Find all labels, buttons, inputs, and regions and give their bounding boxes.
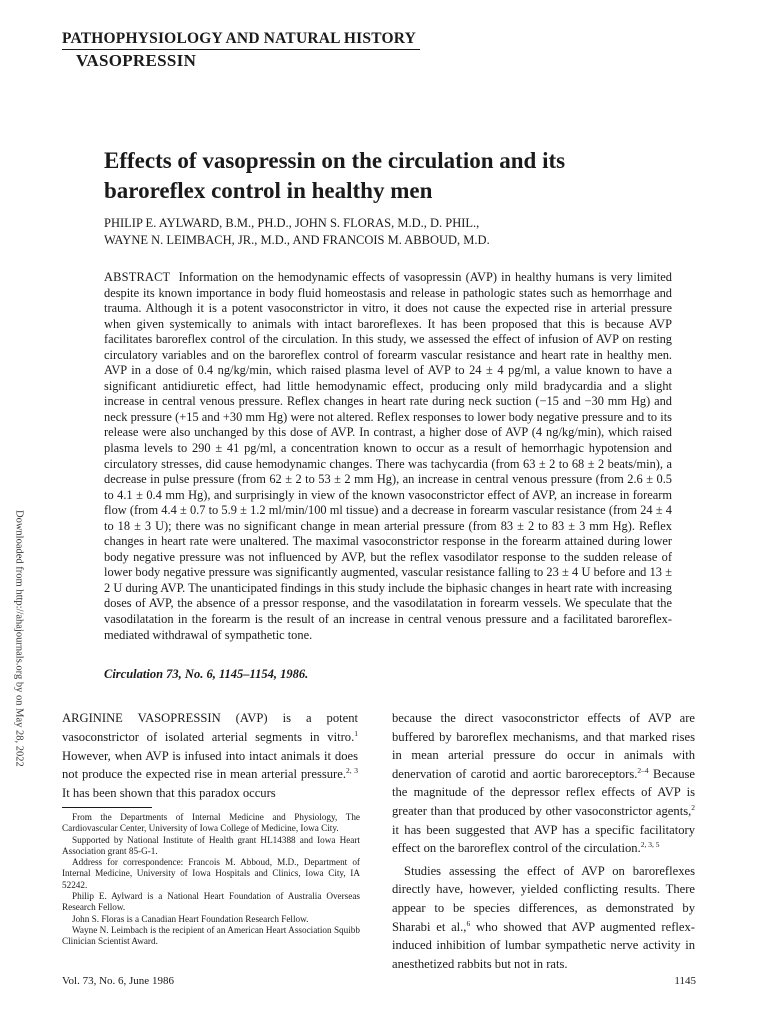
section-heading: PATHOPHYSIOLOGY AND NATURAL HISTORY [62, 30, 420, 50]
abstract-label: ABSTRACT [104, 270, 171, 284]
footnote-divider [62, 807, 152, 808]
body-paragraph [392, 709, 695, 858]
body-text: It has been shown that this paradox occurs [62, 786, 276, 801]
citation: Circulation 73, No. 6, 1145–1154, 1986. [104, 667, 309, 681]
authors-line-1: PHILIP E. AYLWARD, B.M., PH.D., JOHN S. FLORAS, M.D., D. PHIL., [104, 216, 480, 230]
abstract-text: Information on the hemodynamic effects of vasopressin (AVP) in healthy humans is very limited despite its known importance in body fluid homeostasis and release in pathologic states such as hemorrhage and trauma. Although it is a potent vasoconstrictor in vitro, it does not cause the expected rise in arterial pressure when given systemically to animals with intact baroreflexes. It has been proposed that this is because AVP facilitates baroreflex control of the circulation. In this study, we assessed the effect of infusion of AVP on resting circulatory variables and on the baroreflex control of forearm vascular resistance and heart rate in healthy men. AVP in a dose of 0.4 ng/kg/min, which raised plasma level of AVP to 24 ± 4 pg/ml, a value known to have a significant antidiuretic effect, had little hemodynamic effect, producing only mild bradycardia and a slight increase in central venous pressure. Reflex changes in heart rate during neck suction (−15 and −30 mm Hg) and neck pressure (+15 and +30 mm Hg) were not altered. Reflex responses to lower body negative pressure and to its release were also unchanged by this dose of AVP. In contrast, a higher dose of AVP (4 ng/kg/min), which raised plasma levels to 290 ± 41 pg/ml, a concentration known to occur as a result of hemorrhagic hypotension and circulatory stresses, did cause hemodynamic changes. There was tachycardia (from 63 ± 2 to 68 ± 2 beats/min), a decrease in pulse pressure (from 62 ± 2 to 53 ± 2 mm Hg), an increase in central venous pressure (from 2.6 ± 0.5 to 4.1 ± 0.4 mm Hg), and surprisingly in view of the known vasoconstrictor effect of AVP, an increase in forearm flow (from 4.4 ± 0.7 to 5.9 ± 1.2 ml/min/100 ml tissue) and a decrease in forearm vascular resistance (from 24 ± 4 to 18 ± 3 U); there was no significant change in mean arterial pressure (from 83 ± 2 to 83 ± 3 mm Hg). Reflex changes in heart rate were unaltered. The maximal vasoconstrictor response in the forearm attained during lower body negative pressure was not influenced by AVP, but the reflex vasodilator response to the sudden release of lower body negative pressure was significantly augmented, vascular resistance falling to 23 ± 4 U before and 13 ± 2 U during AVP. The unanticipated findings in this study include the biphasic changes in heart rate with increasing doses of AVP, the absence of a pressor response, and the vasodilatation in forearm vessels. We speculate that the vasodilatation in the forearm is the result of an increase in central venous pressure and a facilitated baroreflex-mediated withdrawal of sympathetic tone. [104, 270, 672, 642]
footnote-correspondence: Address for correspondence: Francois M. Abboud, M.D., Department of Internal Medicine, University of Iowa Hospitals and Clinics, Iowa City, IA 52242. [62, 857, 360, 890]
reference-marker: 2–4 [637, 765, 649, 775]
body-text: because the direct vasoconstrictor effects of AVP are buffered by baroreflex mechanisms, and that marked rises in mean arterial pressure do occur in animals with denervation of carotid and aortic baroreceptors. [392, 711, 695, 781]
body-column-right [392, 709, 695, 973]
body-paragraph [392, 862, 695, 974]
download-watermark [13, 510, 25, 767]
reference-marker: 2, 3 [346, 766, 358, 776]
article-title: Effects of vasopressin on the circulation and its baroreflex control in healthy men [104, 148, 566, 203]
body-text: who showed that AVP augmented reflex-induced inhibition of lumbar sympathetic nerve activity in anesthetized rabbits but not in rats. [392, 919, 695, 971]
footnote-award: Wayne N. Leimbach is the recipient of an American Heart Association Squibb Clinician Scientist Award. [62, 924, 360, 947]
footer-volume: Vol. 73, No. 6, June 1986 [62, 975, 174, 987]
body-text: it has been suggested that AVP has a specific facilitatory effect on the baroreflex control of the circulation. [392, 822, 695, 856]
footnote-fellowship: Philip E. Aylward is a National Heart Foundation of Australia Overseas Research Fellow. [62, 891, 360, 913]
footnotes [62, 812, 360, 948]
subsection-heading: VASOPRESSIN [76, 51, 197, 70]
footnote-fellowship: John S. Floras is a Canadian Heart Foundation Research Fellow. [72, 913, 309, 924]
authors-line-2: WAYNE N. LEIMBACH, JR., M.D., AND FRANCOIS M. ABBOUD, M.D. [104, 233, 490, 247]
body-text: Studies assessing the effect of AVP on baroreflexes directly have, however, yielded conflicting results. There appear to be species differences, as demonstrated by Sharabi et al., [392, 863, 695, 934]
reference-marker: 2, 3, 5 [640, 839, 660, 849]
footnote-affiliation: From the Departments of Internal Medicine and Physiology, The Cardiovascular Center, University of Iowa College of Medicine, Iowa City. [62, 812, 360, 834]
page-number: 1145 [674, 975, 696, 987]
download-watermark-text: Downloaded from http://ahajournals.org by on May 28, 2022 [13, 510, 25, 767]
body-column-left [62, 709, 358, 803]
reference-marker: 1 [354, 728, 358, 738]
reference-marker: 6 [466, 918, 471, 928]
body-text: However, when AVP is infused into intact animals it does not produce the expected rise in mean arterial pressure. [62, 748, 358, 782]
body-text: Because the magnitude of the depressor reflex effects of AVP is greater than that produced by other vasoconstrictor agents, [392, 766, 696, 818]
author-list [104, 215, 664, 249]
body-text: ARGININE VASOPRESSIN (AVP) is a potent vasoconstrictor of isolated arterial segments in vitro. [62, 711, 358, 744]
abstract [104, 270, 672, 643]
reference-marker: 2 [691, 802, 695, 812]
footnote-funding: Supported by National Institute of Health grant HL14388 and Iowa Heart Association grant 85-G-1. [62, 834, 360, 856]
